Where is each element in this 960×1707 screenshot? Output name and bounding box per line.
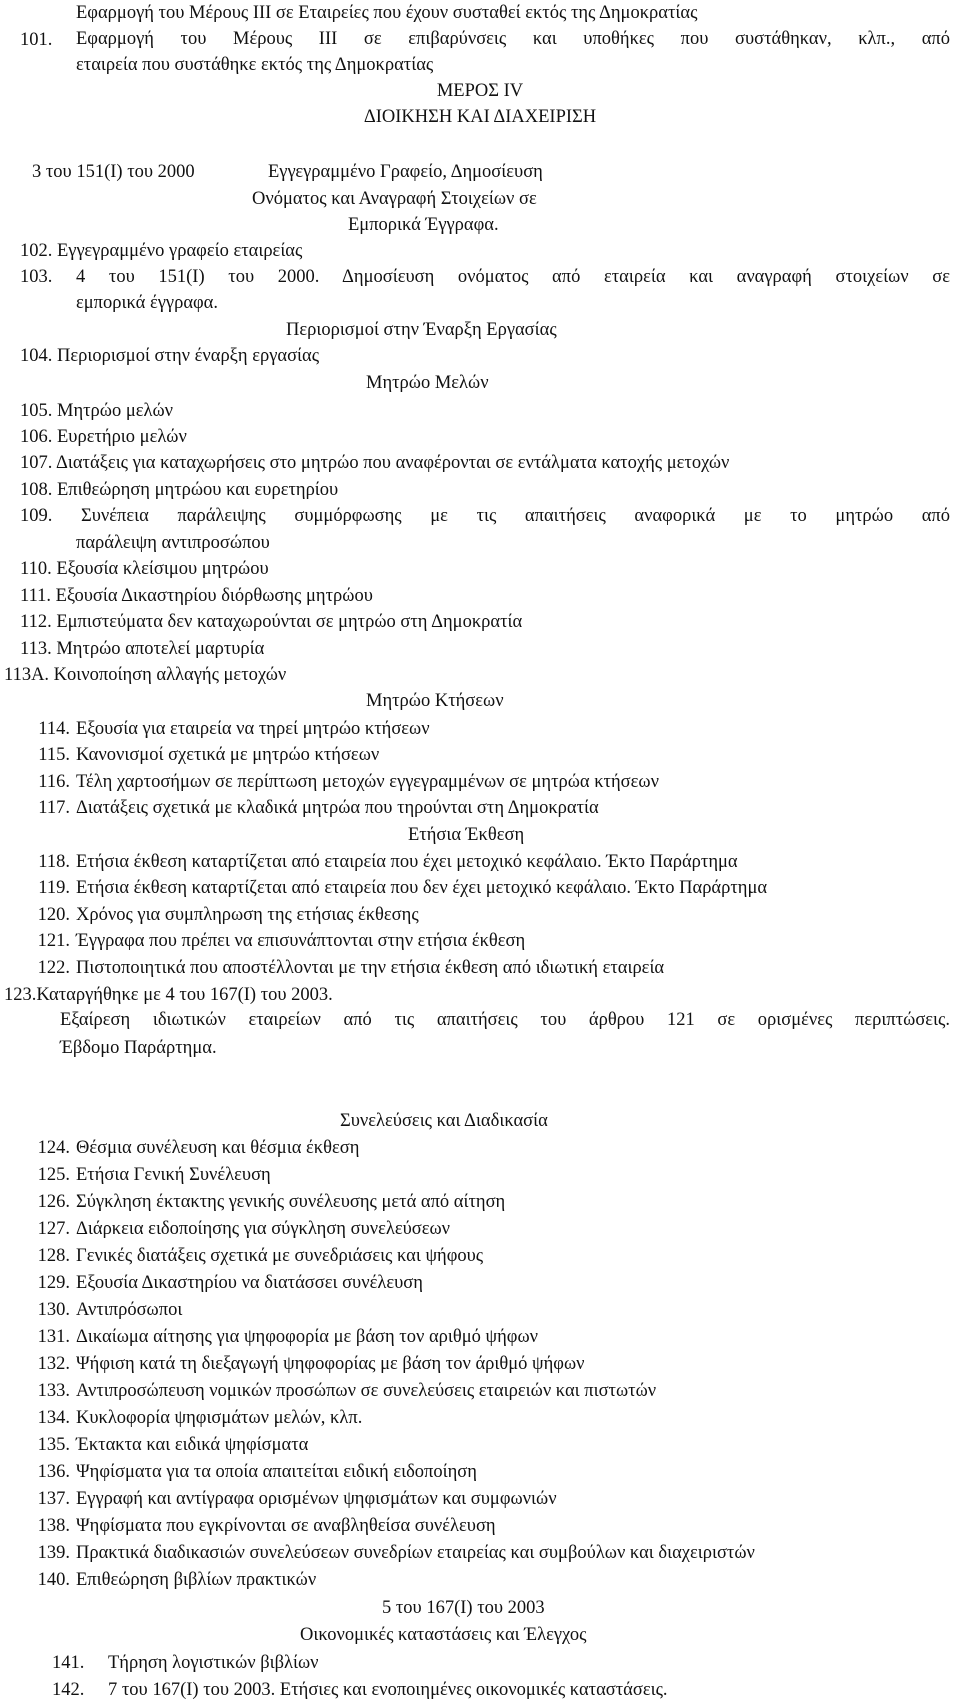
- section-142-title: 7 του 167(Ι) του 2003. Ετήσιες και ενοποιημένες οικονομικές καταστάσεις.: [108, 1680, 668, 1700]
- item-title: Αντιπροσώπευση νομικών προσώπων σε συνελεύσεις εταιρειών και πιστωτών: [76, 1381, 657, 1401]
- item-number: 137.: [37, 1489, 70, 1509]
- section-102: 102. Εγγεγραμμένο γραφείο εταιρείας: [20, 241, 303, 261]
- item-title: Εξουσία για εταιρεία να τηρεί μητρώο κτήσεων: [76, 719, 430, 739]
- section-141-number: 141.: [52, 1653, 85, 1673]
- item-title: Θέσμια συνέλευση και θέσμια έκθεση: [76, 1138, 360, 1158]
- item-title: Ψήφιση κατά τη διεξαγωγή ψηφοφορίας με βάση τον άριθμό ψήφων: [76, 1354, 585, 1374]
- item-number: 136.: [37, 1462, 70, 1482]
- section-107: 107. Διατάξεις για καταχωρήσεις στο μητρώο που αναφέρονται σε εντάλματα κατοχής μετοχών: [20, 453, 730, 473]
- item-title: Αντιπρόσωποι: [76, 1300, 183, 1320]
- item-number: 121.: [37, 931, 70, 951]
- item-number: 120.: [37, 905, 70, 925]
- item-number: 131.: [37, 1327, 70, 1347]
- item-number: 114.: [38, 719, 70, 739]
- item-title: Έγγραφα που πρέπει να επισυνάπτονται στην ετήσια έκθεση: [76, 931, 526, 951]
- section-110: 110. Εξουσία κλείσιμου μητρώου: [20, 559, 269, 579]
- item-title: Εξουσία Δικαστηρίου να διατάσσει συνέλευση: [76, 1273, 423, 1293]
- heading-meetings: Συνελεύσεις και Διαδικασία: [340, 1111, 548, 1131]
- item-number: 122.: [37, 958, 70, 978]
- section-101-line2: εταιρεία που συστάθηκε εκτός της Δημοκρατίας: [76, 55, 434, 75]
- item-title: Γενικές διατάξεις σχετικά με συνεδριάσεις και ψήφους: [76, 1246, 484, 1266]
- subheading-line3: Εμπορικά Έγγραφα.: [348, 215, 499, 235]
- part-heading: ΜΕΡΟΣ IV: [436, 81, 524, 101]
- section-103-line2: εμπορικά έγγραφα.: [76, 293, 219, 313]
- heading-accounts: Οικονομικές καταστάσεις και Έλεγχος: [300, 1625, 587, 1645]
- section-101-number: 101.: [20, 30, 53, 50]
- item-title: Πρακτικά διαδικασιών συνελεύσεων συνεδρίων εταιρείας και συμβούλων και διαχειριστών: [76, 1543, 755, 1563]
- item-title: Κανονισμοί σχετικά με μητρώο κτήσεων: [76, 745, 380, 765]
- item-title: Σύγκληση έκτακτης γενικής συνέλευσης μετά από αίτηση: [76, 1192, 506, 1212]
- section-104: 104. Περιορισμοί στην έναρξη εργασίας: [20, 346, 320, 366]
- section-113a: 113Α. Κοινοποίηση αλλαγής μετοχών: [4, 665, 287, 685]
- subheading-line2: Ονόματος και Αναγραφή Στοιχείων σε: [252, 189, 537, 209]
- item-title: Δικαίωμα αίτησης για ψηφοφορία με βάση τον αριθμό ψήφων: [76, 1327, 538, 1347]
- item-title: Ετήσια έκθεση καταρτίζεται από εταιρεία που δεν έχει μετοχικό κεφάλαιο. Έκτο Παράρτημα: [76, 878, 768, 898]
- exemption-line1: [60, 1007, 950, 1034]
- item-number: 118.: [38, 852, 70, 872]
- item-title: Ετήσια έκθεση καταρτίζεται από εταιρεία που έχει μετοχικό κεφάλαιο. Έκτο Παράρτημα: [76, 852, 738, 872]
- section-109-line1-text: 109. Συνέπεια παράλειψης συμμόρφωσης με τις απαιτήσεις αναφορικά με το μητρώο από: [20, 506, 950, 526]
- item-number: 135.: [37, 1435, 70, 1455]
- item-number: 119.: [38, 878, 70, 898]
- section-103-line1: [20, 264, 950, 291]
- item-number: 115.: [38, 745, 70, 765]
- item-title: Έκτακτα και ειδικά ψηφίσματα: [76, 1435, 309, 1455]
- item-number: 117.: [38, 798, 70, 818]
- item-number: 139.: [37, 1543, 70, 1563]
- section-109-line2: παράλειψη αντιπροσώπου: [76, 533, 270, 553]
- amendment-reference: 5 του 167(Ι) του 2003: [382, 1598, 545, 1618]
- section-141-title: Τήρηση λογιστικών βιβλίων: [108, 1653, 319, 1673]
- item-title: Ψηφίσματα για τα οποία απαιτείται ειδική ειδοποίηση: [76, 1462, 477, 1482]
- exemption-line2: Έβδομο Παράρτημα.: [60, 1038, 217, 1058]
- top-line: Εφαρμογή του Μέρους ΙΙΙ σε Εταιρείες που έχουν συσταθεί εκτός της Δημοκρατίας: [76, 3, 698, 23]
- section-105: 105. Μητρώο μελών: [20, 401, 174, 421]
- item-title: Διατάξεις σχετικά με κλαδικά μητρώα που τηρούνται στη Δημοκρατία: [76, 798, 599, 818]
- section-108: 108. Επιθεώρηση μητρώου και ευρετηρίου: [20, 480, 339, 500]
- item-number: 132.: [37, 1354, 70, 1374]
- item-number: 116.: [38, 772, 70, 792]
- item-title: Εγγραφή και αντίγραφα ορισμένων ψηφισμάτων και συμφωνιών: [76, 1489, 557, 1509]
- item-number: 130.: [37, 1300, 70, 1320]
- item-title: Χρόνος για συμπληρωση της ετήσιας έκθεσης: [76, 905, 419, 925]
- item-title: Τέλη χαρτοσήμων σε περίπτωση μετοχών εγγεγραμμένων σε μητρώα κτήσεων: [76, 772, 659, 792]
- item-title: Πιστοποιητικά που αποστέλλονται με την ετήσια έκθεση από ιδιωτική εταιρεία: [76, 958, 665, 978]
- section-112: 112. Εμπιστεύματα δεν καταχωρούνται σε μητρώο στη Δημοκρατία: [20, 612, 523, 632]
- section-103-line1-text: 103. 4 του 151(Ι) του 2000. Δημοσίευση ονόματος από εταιρεία και αναγραφή στοιχείων σε: [20, 267, 950, 287]
- exemption-line1-text: Εξαίρεση ιδιωτικών εταιρείων από τις απαιτήσεις του άρθρου 121 σε ορισμένες περιπτώσεις.: [60, 1010, 950, 1030]
- section-106: 106. Ευρετήριο μελών: [20, 427, 187, 447]
- item-title: Ετήσια Γενική Συνέλευση: [76, 1165, 271, 1185]
- item-number: 134.: [37, 1408, 70, 1428]
- item-number: 128.: [37, 1246, 70, 1266]
- heading-register: Μητρώο Μελών: [366, 373, 489, 393]
- section-109-line1: [20, 503, 950, 530]
- section-113: 113. Μητρώο αποτελεί μαρτυρία: [20, 639, 265, 659]
- subheading-line1: Εγγεγραμμένο Γραφείο, Δημοσίευση: [268, 162, 543, 182]
- part-title: ΔΙΟΙΚΗΣΗ ΚΑΙ ΔΙΑΧΕΙΡΙΣΗ: [363, 107, 597, 127]
- section-142-number: 142.: [52, 1680, 85, 1700]
- section-101-line1-text: Εφαρμογή του Μέρους ΙΙΙ σε επιβαρύνσεις και υποθήκες που συστάθηκαν, κλπ., από: [76, 29, 950, 49]
- item-title: Επιθεώρηση βιβλίων πρακτικών: [76, 1570, 317, 1590]
- item-number: 140.: [37, 1570, 70, 1590]
- section-123: 123.Καταργήθηκε με 4 του 167(Ι) του 2003.: [4, 985, 333, 1005]
- heading-holdings: Μητρώο Κτήσεων: [366, 691, 504, 711]
- item-number: 133.: [37, 1381, 70, 1401]
- heading-restrictions: Περιορισμοί στην Έναρξη Εργασίας: [286, 320, 557, 340]
- item-number: 125.: [37, 1165, 70, 1185]
- item-title: Κυκλοφορία ψηφισμάτων μελών, κλπ.: [76, 1408, 363, 1428]
- item-number: 138.: [37, 1516, 70, 1536]
- item-number: 124.: [37, 1138, 70, 1158]
- section-101-line1: [76, 26, 950, 53]
- heading-annual: Ετήσια Έκθεση: [408, 825, 525, 845]
- section-111: 111. Εξουσία Δικαστηρίου διόρθωσης μητρώου: [20, 586, 373, 606]
- item-title: Διάρκεια ειδοποίησης για σύγκληση συνελεύσεων: [76, 1219, 451, 1239]
- item-number: 129.: [37, 1273, 70, 1293]
- item-number: 127.: [37, 1219, 70, 1239]
- item-title: Ψηφίσματα που εγκρίνονται σε αναβληθείσα συνέλευση: [76, 1516, 496, 1536]
- margin-reference: 3 του 151(Ι) του 2000: [32, 162, 195, 182]
- item-number: 126.: [37, 1192, 70, 1212]
